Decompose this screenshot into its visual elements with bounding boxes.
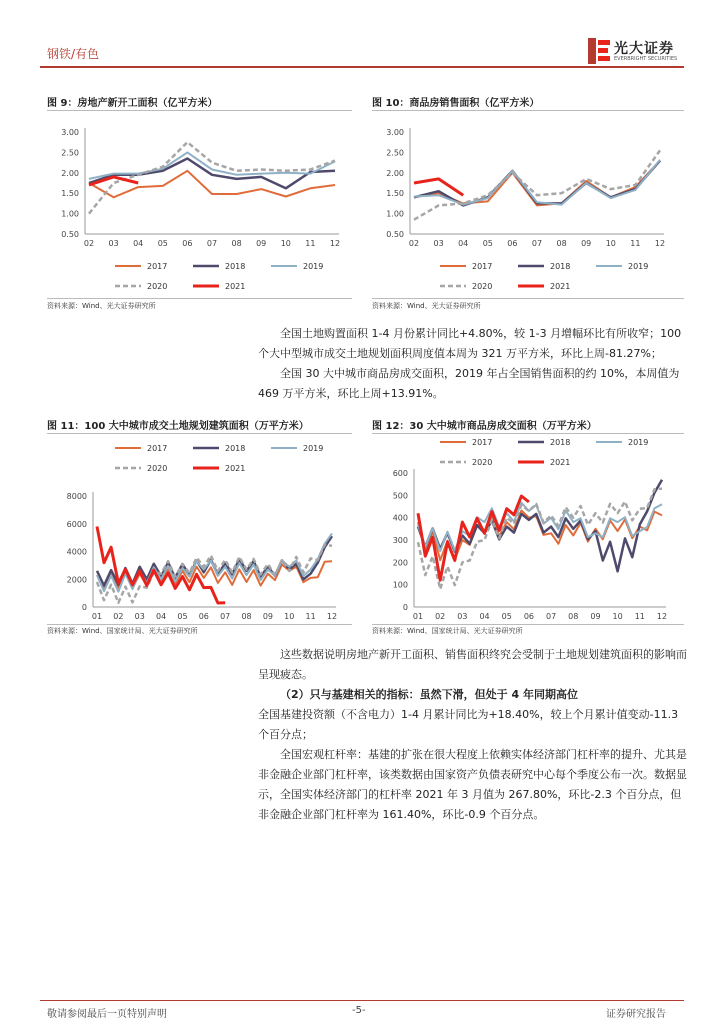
x-tick-label: 05 [501, 612, 512, 621]
x-tick-label: 12 [654, 239, 666, 248]
y-tick-label: 2.50 [386, 148, 404, 158]
fig9-source: 资料来源：Wind、光大证券研究所 [47, 302, 156, 310]
x-tick-label: 10 [605, 239, 616, 248]
x-tick-label: 09 [581, 239, 592, 248]
x-tick-label: 04 [133, 239, 144, 248]
y-tick-label: 2.00 [61, 168, 79, 178]
x-tick-label: 10 [280, 239, 291, 248]
x-tick-label: 10 [284, 612, 295, 621]
paragraph-land-purchase: 全国土地购置面积 1-4 月份累计同比+4.80%，较 1-3 月增幅环比有所收窄；100 个大中型城市成交土地规划面积周度值本周为 321 万平方米，环比上周-81.27%； [258, 327, 682, 360]
x-tick-label: 01 [412, 612, 424, 621]
x-tick-label: 03 [108, 239, 119, 248]
y-tick-label: 100 [392, 580, 408, 590]
logo-name: 光大证券 [614, 41, 674, 57]
x-tick-label: 05 [482, 239, 493, 248]
legend-label-2021: 2021 [550, 458, 571, 467]
footer-disclaimer: 敬请参阅最后一页特别声明 [47, 1009, 167, 1020]
fig11-source: 资料来源：Wind、国家统计局、光大证券研究所 [47, 627, 198, 635]
legend-label-2020: 2020 [147, 464, 168, 473]
y-tick-label: 0.50 [386, 230, 404, 239]
y-tick-label: 500 [392, 491, 408, 501]
report-sector: 钢铁/有色 [47, 47, 100, 61]
fig12-chart [372, 438, 684, 622]
logo-mark-icon [588, 38, 610, 64]
x-tick-label: 06 [182, 239, 193, 248]
legend-label-2020: 2020 [472, 458, 493, 467]
series-line-2021 [97, 527, 225, 604]
x-tick-label: 04 [458, 239, 469, 248]
y-tick-label: 3.00 [61, 128, 79, 137]
body-text-1 [258, 324, 688, 404]
x-tick-label: 07 [206, 239, 218, 248]
y-tick-label: 300 [392, 536, 408, 545]
fig10-source: 资料来源：Wind、光大证券研究所 [372, 302, 481, 310]
legend-label-2017: 2017 [147, 444, 168, 453]
y-tick-label: 2.50 [61, 148, 79, 158]
x-tick-label: 09 [256, 239, 267, 248]
x-tick-label: 03 [433, 239, 444, 248]
fig12-title-rule [372, 433, 684, 434]
y-tick-label: 8000 [66, 492, 87, 501]
legend-label-2017: 2017 [472, 438, 493, 447]
legend-label-2019: 2019 [628, 262, 649, 271]
x-tick-label: 01 [91, 612, 103, 621]
fig11-title-rule [47, 433, 352, 434]
y-tick-label: 2000 [66, 575, 87, 585]
fig11-title: 图 11：100 大中城市成交土地规划建筑面积（万平方米） [47, 421, 309, 432]
x-tick-label: 10 [612, 612, 623, 621]
fig10-title-rule [372, 110, 684, 111]
legend-label-2020: 2020 [147, 282, 168, 291]
y-tick-label: 200 [392, 558, 408, 568]
x-tick-label: 02 [113, 612, 124, 621]
footer-report-type: 证券研究报告 [606, 1009, 666, 1020]
x-tick-label: 03 [457, 612, 468, 621]
paragraph-infra-investment: 全国基建投资额（不含电力）1-4 月累计同比为+18.40%，较上个月累计值变动-11.3 个百分点； [258, 708, 679, 741]
legend-label-2021: 2021 [550, 282, 571, 291]
y-tick-label: 0 [402, 603, 408, 612]
fig9-title: 图 9：房地产新开工面积（亿平方米） [47, 98, 218, 109]
legend-label-2019: 2019 [628, 438, 649, 447]
y-tick-label: 1.00 [386, 209, 404, 219]
x-tick-label: 03 [134, 612, 145, 621]
footer-divider [40, 1000, 684, 1001]
x-tick-label: 08 [231, 239, 242, 248]
x-tick-label: 11 [634, 612, 645, 621]
fig9-title-rule [47, 110, 352, 111]
y-tick-label: 0.50 [61, 230, 79, 239]
x-tick-label: 11 [305, 612, 316, 621]
y-tick-label: 6000 [66, 519, 87, 529]
legend-label-2017: 2017 [472, 262, 493, 271]
x-tick-label: 05 [177, 612, 188, 621]
x-tick-label: 12 [326, 612, 338, 621]
legend-label-2021: 2021 [225, 464, 246, 473]
brand-logo [588, 36, 688, 66]
fig9-source-rule [47, 298, 352, 299]
legend-label-2019: 2019 [303, 444, 324, 453]
fig12-source: 资料来源：Wind、国家统计局、光大证券研究所 [372, 627, 523, 635]
x-tick-label: 08 [568, 612, 579, 621]
x-tick-label: 04 [155, 612, 167, 621]
paragraph-leverage: 全国宏观杠杆率：基建的扩张在很大程度上依赖实体经济部门杠杆率的提升、尤其是非金融企业部门杠杆率，该类数据由国家资产负债表研究中心每个季度公布一次。数据显示，全国实体经济部门的杠杆率 2021 年 3 月值为 267.80%，环比-2.3 个百分点，但非金融企业部门杠杆率为 161.40%，环比-0.9 个百分点。 [258, 748, 687, 821]
fig12-title: 图 12：30 大中城市商品房成交面积（万平方米） [372, 421, 597, 432]
x-tick-label: 02 [83, 239, 95, 248]
x-tick-label: 12 [656, 612, 668, 621]
fig11-chart [47, 438, 352, 622]
fig10-title: 图 10：商品房销售面积（亿平方米） [372, 98, 540, 109]
x-tick-label: 07 [531, 239, 543, 248]
y-tick-label: 1.00 [61, 209, 79, 219]
series-line-2020 [89, 142, 335, 213]
x-tick-label: 08 [556, 239, 567, 248]
y-tick-label: 0 [81, 603, 87, 612]
legend-label-2018: 2018 [550, 438, 571, 447]
series-line-2020 [414, 150, 660, 219]
section-heading-infrastructure: （2）只与基建相关的指标：虽然下滑，但处于 4 年同期高位 [280, 688, 578, 701]
page-number: -5- [352, 1005, 366, 1016]
logo-english: EVERBRIGHT SECURITIES [614, 56, 678, 62]
x-tick-label: 05 [157, 239, 168, 248]
x-tick-label: 12 [329, 239, 341, 248]
y-tick-label: 1.50 [61, 189, 79, 199]
fig10-source-rule [372, 298, 684, 299]
x-tick-label: 02 [435, 612, 446, 621]
y-tick-label: 400 [392, 513, 408, 523]
series-line-2018 [414, 161, 660, 206]
y-tick-label: 600 [392, 469, 408, 478]
x-tick-label: 09 [590, 612, 601, 621]
fig11-source-rule [47, 624, 352, 625]
x-tick-label: 06 [198, 612, 209, 621]
x-tick-label: 11 [305, 239, 316, 248]
legend-label-2018: 2018 [225, 262, 246, 271]
fig10-chart [372, 116, 684, 296]
y-tick-label: 3.00 [386, 128, 404, 137]
header-divider [40, 66, 684, 68]
x-tick-label: 06 [523, 612, 535, 621]
fig12-source-rule [372, 624, 684, 625]
x-tick-label: 09 [262, 612, 274, 621]
legend-label-2019: 2019 [303, 262, 324, 271]
x-tick-label: 07 [220, 612, 231, 621]
legend-label-2018: 2018 [550, 262, 571, 271]
x-tick-label: 07 [545, 612, 557, 621]
y-tick-label: 1.50 [386, 189, 404, 199]
fig9-chart [47, 116, 352, 296]
legend-label-2021: 2021 [225, 282, 246, 291]
legend-label-2020: 2020 [472, 282, 493, 291]
x-tick-label: 04 [479, 612, 490, 621]
x-tick-label: 06 [507, 239, 518, 248]
body-text-2 [258, 645, 688, 825]
legend-label-2018: 2018 [225, 444, 246, 453]
y-tick-label: 4000 [66, 547, 87, 557]
legend-label-2017: 2017 [147, 262, 168, 271]
paragraph-conclusion: 这些数据说明房地产新开工面积、销售面积终究会受制于土地规划建筑面积的影响而呈现疲态。 [258, 648, 687, 681]
y-tick-label: 2.00 [386, 168, 404, 178]
x-tick-label: 02 [408, 239, 420, 248]
x-tick-label: 11 [630, 239, 641, 248]
x-tick-label: 08 [241, 612, 252, 621]
paragraph-30-cities: 全国 30 大中城市商品房成交面积，2019 年占全国销售面积的约 10%，本周值为 469 万平方米，环比上周+13.91%。 [258, 367, 680, 400]
